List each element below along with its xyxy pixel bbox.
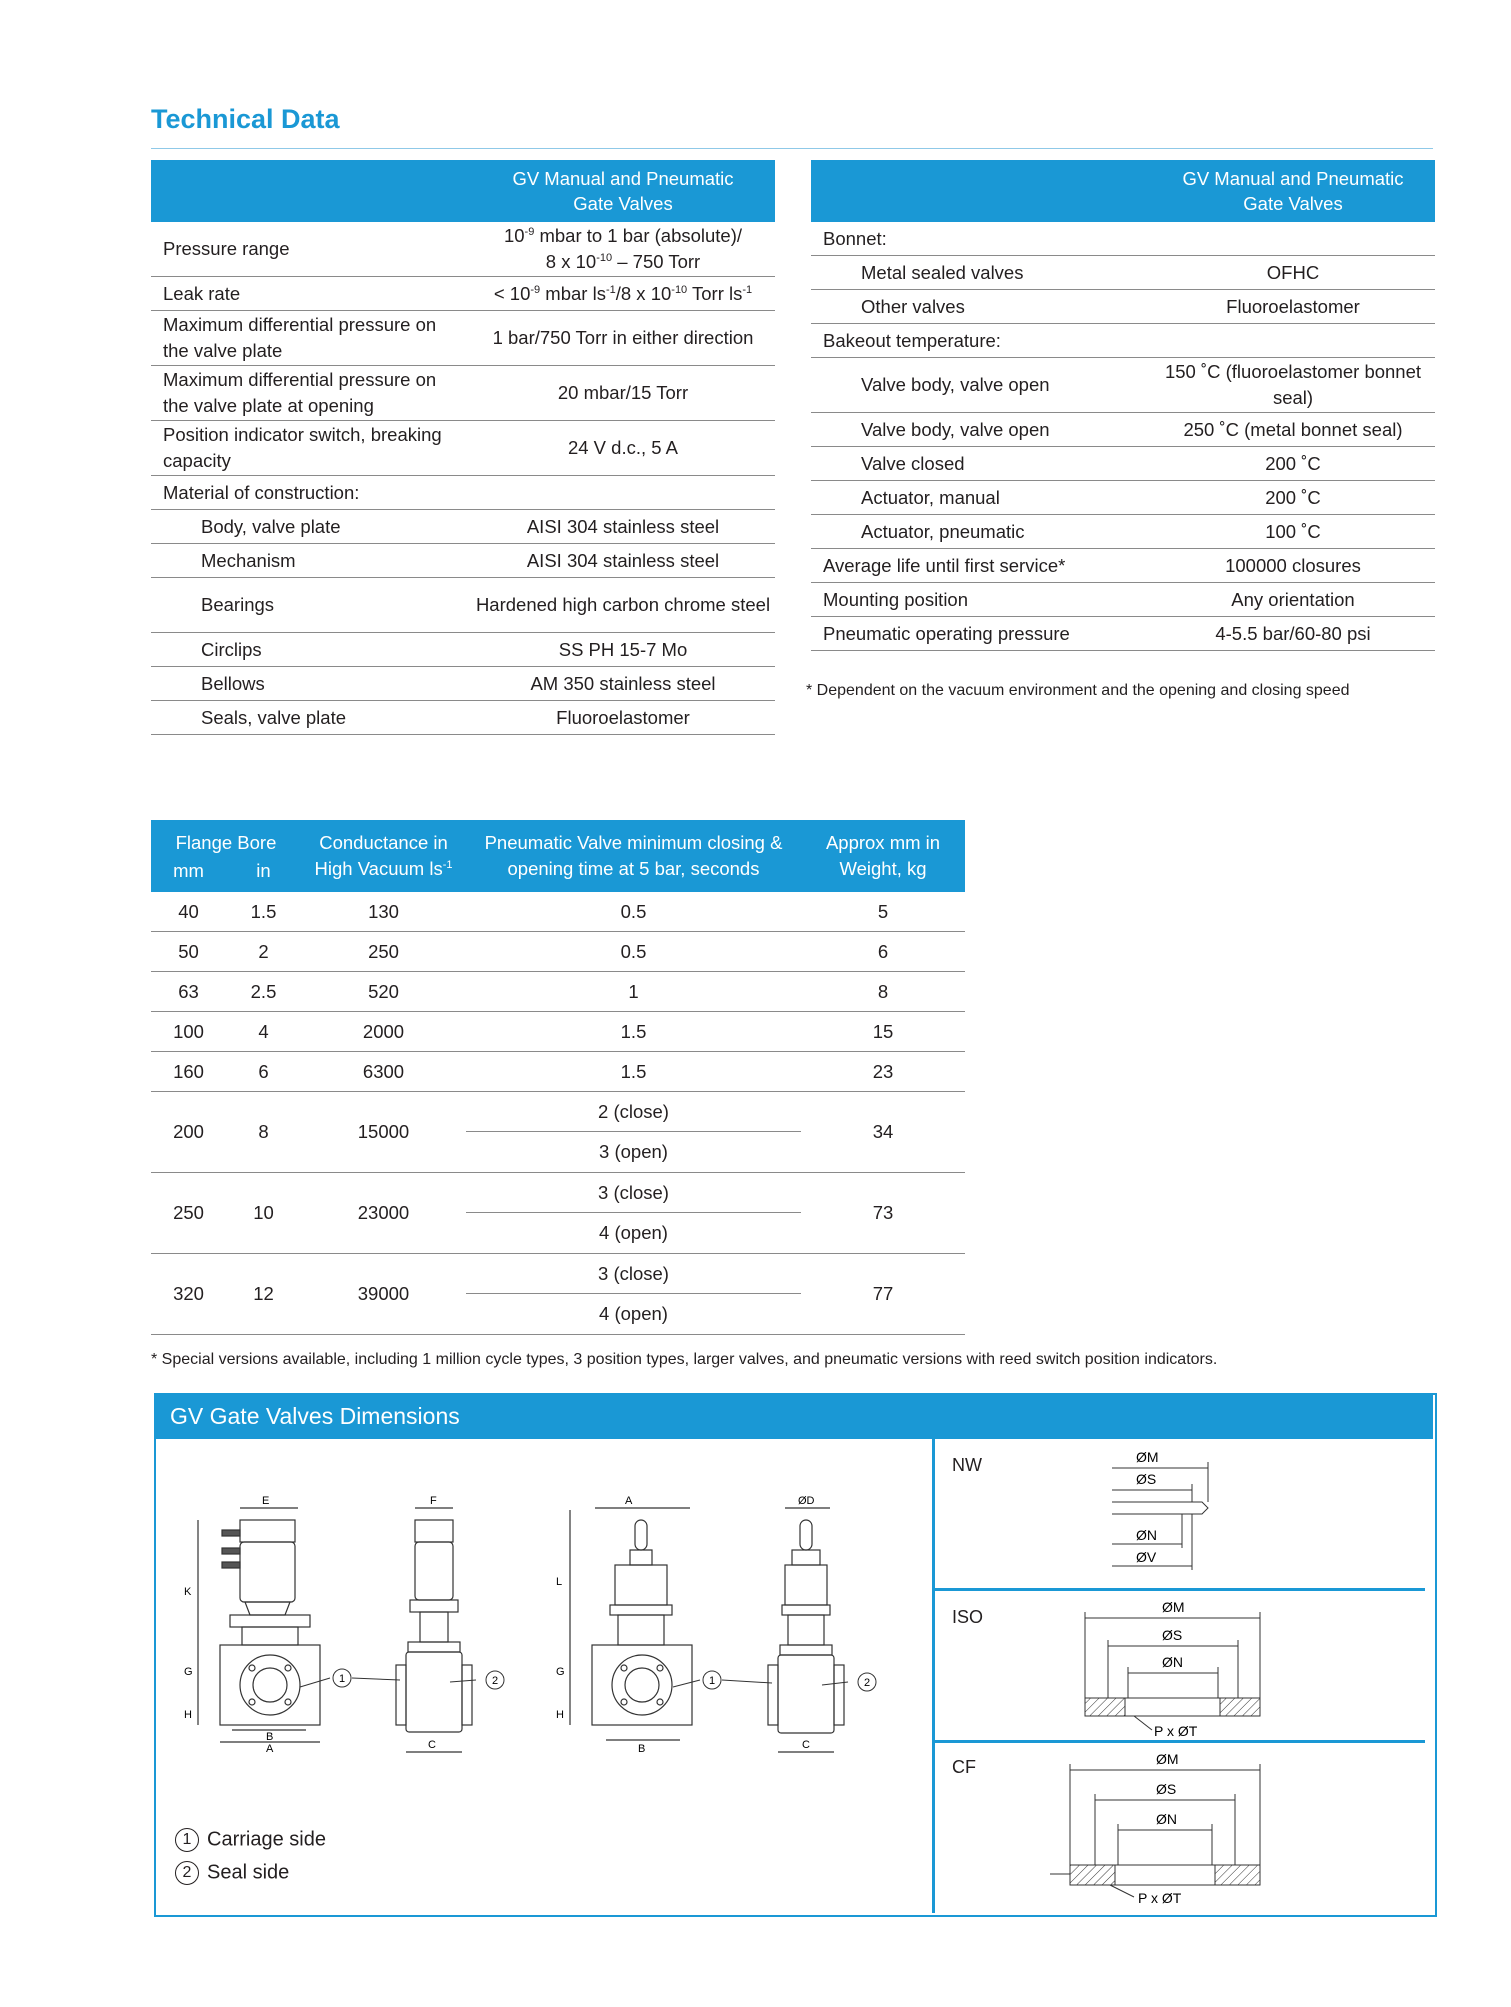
cf-label: CF xyxy=(952,1757,976,1777)
iso-dim-n: ØN xyxy=(1162,1654,1183,1670)
spec-right-row xyxy=(811,413,1435,447)
spec-right-footnote: * Dependent on the vacuum environment and the opening and closing speed xyxy=(806,682,1350,699)
spec-right-row xyxy=(811,324,1435,358)
flange-row xyxy=(151,1254,965,1295)
spec-right-label: Metal sealed valves xyxy=(811,256,1151,290)
flange-mm: 63 xyxy=(151,972,226,1012)
spec-right-value xyxy=(1151,222,1435,256)
flange-conductance: 15000 xyxy=(301,1092,466,1173)
label-k: K xyxy=(184,1586,192,1598)
spec-right-row xyxy=(811,447,1435,481)
spec-left-header-row xyxy=(151,160,775,222)
spec-left-row xyxy=(151,222,775,277)
spec-right-row xyxy=(811,617,1435,651)
label-b: B xyxy=(266,1731,274,1743)
dimensions-divider-nw-iso xyxy=(935,1588,1425,1591)
spec-right-row xyxy=(811,549,1435,583)
label-b-right: B xyxy=(638,1743,646,1755)
flange-in: 8 xyxy=(226,1092,301,1173)
cf-dim-s: ØS xyxy=(1156,1781,1177,1797)
flange-mm: 50 xyxy=(151,932,226,972)
flange-conductance: 130 xyxy=(301,892,466,932)
label-a: A xyxy=(266,1743,274,1755)
spec-right-value: Any orientation xyxy=(1151,583,1435,617)
spec-right-label: Actuator, pneumatic xyxy=(811,515,1151,549)
flange-conductance: 250 xyxy=(301,932,466,972)
flange-row xyxy=(151,1173,965,1214)
flange-time: 0.5 xyxy=(466,892,801,932)
flange-time: 1 xyxy=(466,972,801,1012)
flange-time: 2 (close) xyxy=(466,1092,801,1133)
flange-conductance: 2000 xyxy=(301,1012,466,1052)
spec-right-label: Valve closed xyxy=(811,447,1151,481)
closing-time-header: Pneumatic Valve minimum closing & opening time at 5 bar, seconds xyxy=(466,820,801,892)
flange-weight: 77 xyxy=(801,1254,965,1335)
flange-mm: 250 xyxy=(151,1173,226,1254)
flange-table xyxy=(151,820,965,1335)
spec-left-value: 20 mbar/15 Torr xyxy=(471,366,775,421)
flange-weight: 23 xyxy=(801,1052,965,1092)
spec-left-label: Bearings xyxy=(151,578,471,633)
in-header: in xyxy=(226,857,301,892)
spec-table-right xyxy=(811,160,1435,651)
title-divider xyxy=(151,148,1433,149)
conductance-header-sup: -1 xyxy=(442,858,453,871)
spec-right-label: Mounting position xyxy=(811,583,1151,617)
spec-left-value: 24 V d.c., 5 A xyxy=(471,421,775,476)
flange-time: 3 (close) xyxy=(466,1173,801,1214)
spec-left-row xyxy=(151,544,775,578)
spec-right-row xyxy=(811,583,1435,617)
spec-right-value: 200 ˚C xyxy=(1151,447,1435,481)
label-f: F xyxy=(430,1495,437,1507)
label-g-right: G xyxy=(556,1666,565,1678)
flange-time: 0.5 xyxy=(466,932,801,972)
iso-dim-s: ØS xyxy=(1162,1627,1183,1643)
spec-left-label: Bellows xyxy=(151,667,471,701)
spec-left-label: Maximum differential pressure on the valve plate xyxy=(151,311,471,366)
spec-right-header: GV Manual and Pneumatic Gate Valves xyxy=(1151,160,1435,222)
spec-right-label: Bonnet: xyxy=(811,222,1151,256)
spec-left-row xyxy=(151,701,775,735)
flange-mm: 100 xyxy=(151,1012,226,1052)
label-e: E xyxy=(262,1495,270,1507)
spec-left-value: < $10^{-9}$ mbar $ls^{-1}/8$ x $10^{-10}$ Torr $ls^{-1}$ xyxy=(471,277,775,311)
label-c-right: C xyxy=(802,1739,810,1751)
flange-in: 1.5 xyxy=(226,892,301,932)
flange-row xyxy=(151,932,965,972)
callout-2-right-text: 2 xyxy=(864,1677,871,1689)
nw-label: NW xyxy=(952,1455,982,1475)
spec-right-header-row xyxy=(811,160,1435,222)
label-a-right: A xyxy=(625,1495,633,1507)
iso-label: ISO xyxy=(952,1607,984,1627)
spec-left-row xyxy=(151,578,775,633)
spec-table-left xyxy=(151,160,775,735)
spec-left-value: AISI 304 stainless steel xyxy=(471,510,775,544)
spec-right-row xyxy=(811,515,1435,549)
flange-header-row-1 xyxy=(151,820,965,857)
flange-in: 2 xyxy=(226,932,301,972)
flange-row xyxy=(151,892,965,932)
iso-dim-pt: P x ØT xyxy=(1154,1723,1198,1738)
spec-right-value: OFHC xyxy=(1151,256,1435,290)
mm-header: mm xyxy=(151,857,226,892)
flange-bore-header: Flange Bore xyxy=(151,820,301,857)
label-h: H xyxy=(184,1709,192,1721)
flange-mm: 40 xyxy=(151,892,226,932)
spec-left-row xyxy=(151,667,775,701)
spec-left-value: Hardened high carbon chrome steel xyxy=(471,578,775,633)
flange-mm: 320 xyxy=(151,1254,226,1335)
cf-dim-m: ØM xyxy=(1156,1751,1179,1767)
page-title: Technical Data xyxy=(151,104,340,134)
legend-number-1: 1 xyxy=(175,1828,199,1852)
legend-number-2: 2 xyxy=(175,1861,199,1885)
spec-left-label: Material of construction: xyxy=(151,476,471,510)
flange-weight: 8 xyxy=(801,972,965,1012)
flange-weight: 34 xyxy=(801,1092,965,1173)
spec-left-row xyxy=(151,277,775,311)
label-l: L xyxy=(556,1576,563,1588)
callout-2-left-text: 2 xyxy=(492,1675,499,1687)
pneumatic-valve-side-view xyxy=(768,1508,844,1752)
spec-right-row xyxy=(811,222,1435,256)
spec-left-value: AM 350 stainless steel xyxy=(471,667,775,701)
flange-weight: 5 xyxy=(801,892,965,932)
spec-left-row xyxy=(151,510,775,544)
nw-dim-s: ØS xyxy=(1136,1471,1157,1487)
spec-left-label: Body, valve plate xyxy=(151,510,471,544)
legend-item-carriage xyxy=(175,1828,326,1852)
nw-dim-m: ØM xyxy=(1136,1449,1159,1465)
spec-right-label: Other valves xyxy=(811,290,1151,324)
spec-left-value: SS PH 15-7 Mo xyxy=(471,633,775,667)
dimensions-title: GV Gate Valves Dimensions xyxy=(154,1393,1433,1439)
spec-left-label: Pressure range xyxy=(151,222,471,277)
flange-row xyxy=(151,1092,965,1133)
label-h-right: H xyxy=(556,1709,564,1721)
spec-left-value xyxy=(471,476,775,510)
spec-right-label: Average life until first service* xyxy=(811,549,1151,583)
legend-item-seal xyxy=(175,1861,289,1885)
manual-valve-front-view xyxy=(198,1508,320,1742)
flange-weight: 15 xyxy=(801,1012,965,1052)
spec-right-value: 4-5.5 bar/60-80 psi xyxy=(1151,617,1435,651)
callouts-left xyxy=(300,1678,476,1687)
iso-flange-drawing xyxy=(1080,1598,1270,1738)
iso-dim-m: ØM xyxy=(1162,1599,1185,1615)
spec-left-value: Fluoroelastomer xyxy=(471,701,775,735)
flange-weight: 6 xyxy=(801,932,965,972)
spec-left-value: AISI 304 stainless steel xyxy=(471,544,775,578)
spec-right-row xyxy=(811,256,1435,290)
conductance-header-text: Conductance in High Vacuum ls xyxy=(314,832,448,879)
flange-mm: 200 xyxy=(151,1092,226,1173)
cf-dim-n: ØN xyxy=(1156,1811,1177,1827)
spec-right-value: Fluoroelastomer xyxy=(1151,290,1435,324)
spec-right-label: Actuator, manual xyxy=(811,481,1151,515)
flange-in: 10 xyxy=(226,1173,301,1254)
spec-left-label: Circlips xyxy=(151,633,471,667)
spec-left-label: Seals, valve plate xyxy=(151,701,471,735)
flange-row xyxy=(151,972,965,1012)
conductance-header xyxy=(301,820,466,892)
spec-right-label: Bakeout temperature: xyxy=(811,324,1151,358)
valve-drawings xyxy=(170,1490,910,1780)
spec-right-value xyxy=(1151,324,1435,358)
flange-time: 3 (open) xyxy=(466,1132,801,1173)
spec-left-value: $10^{-9}$ mbar to 1 bar (absolute)/ 8 x $10^{-10} - 750$ Torr xyxy=(471,222,775,277)
dimensions-divider-iso-cf xyxy=(935,1740,1425,1743)
spec-right-value: 250 ˚C (metal bonnet seal) xyxy=(1151,413,1435,447)
spec-left-label: Maximum differential pressure on the valve plate at opening xyxy=(151,366,471,421)
dimensions-divider-vertical xyxy=(932,1439,935,1913)
spec-left-label: Mechanism xyxy=(151,544,471,578)
cf-dim-pt: P x ØT xyxy=(1138,1890,1182,1905)
label-d: ØD xyxy=(798,1495,815,1507)
flange-row xyxy=(151,1012,965,1052)
spec-left-row xyxy=(151,421,775,476)
flange-conductance: 23000 xyxy=(301,1173,466,1254)
cf-flange-drawing xyxy=(1050,1750,1280,1905)
spec-right-value: 150 ˚C (fluoroelastomer bonnet seal) xyxy=(1151,358,1435,413)
spec-right-row xyxy=(811,290,1435,324)
spec-right-row xyxy=(811,358,1435,413)
flange-in: 12 xyxy=(226,1254,301,1335)
flange-time: 1.5 xyxy=(466,1052,801,1092)
flange-conductance: 520 xyxy=(301,972,466,1012)
spec-right-label: Valve body, valve open xyxy=(811,413,1151,447)
spec-right-label: Pneumatic operating pressure xyxy=(811,617,1151,651)
spec-left-row xyxy=(151,476,775,510)
flange-conductance: 39000 xyxy=(301,1254,466,1335)
spec-right-value: 100000 closures xyxy=(1151,549,1435,583)
callout-1-left-text: 1 xyxy=(339,1673,346,1685)
spec-right-value: 100 ˚C xyxy=(1151,515,1435,549)
callout-1-right-text: 1 xyxy=(709,1675,716,1687)
flange-time: 4 (open) xyxy=(466,1294,801,1335)
label-g: G xyxy=(184,1666,193,1678)
flange-row xyxy=(151,1052,965,1092)
nw-dim-v: ØV xyxy=(1136,1549,1157,1565)
spec-left-header-blank xyxy=(151,160,471,222)
weight-header: Approx mm in Weight, kg xyxy=(801,820,965,892)
flange-time: 4 (open) xyxy=(466,1213,801,1254)
flange-in: 2.5 xyxy=(226,972,301,1012)
manual-valve-side-view xyxy=(396,1508,472,1752)
flange-time: 1.5 xyxy=(466,1012,801,1052)
spec-right-label: Valve body, valve open xyxy=(811,358,1151,413)
legend-label-seal: Seal side xyxy=(207,1861,290,1884)
spec-right-row xyxy=(811,481,1435,515)
label-c: C xyxy=(428,1739,436,1751)
callouts-right xyxy=(673,1680,848,1687)
pneumatic-valve-front-view xyxy=(570,1508,692,1740)
nw-dim-n: ØN xyxy=(1136,1527,1157,1543)
spec-left-row xyxy=(151,366,775,421)
spec-right-value: 200 ˚C xyxy=(1151,481,1435,515)
nw-flange-drawing xyxy=(1110,1448,1220,1578)
flange-in: 6 xyxy=(226,1052,301,1092)
spec-left-label: Position indicator switch, breaking capacity xyxy=(151,421,471,476)
flange-time: 3 (close) xyxy=(466,1254,801,1295)
spec-left-row xyxy=(151,311,775,366)
spec-left-header: GV Manual and Pneumatic Gate Valves xyxy=(471,160,775,222)
legend-label-carriage: Carriage side xyxy=(207,1828,326,1851)
flange-weight: 73 xyxy=(801,1173,965,1254)
spec-right-header-blank xyxy=(811,160,1151,222)
flange-mm: 160 xyxy=(151,1052,226,1092)
spec-left-value: 1 bar/750 Torr in either direction xyxy=(471,311,775,366)
spec-left-row xyxy=(151,633,775,667)
flange-footnote: * Special versions available, including 1 million cycle types, 3 position types, larger valves, and pneumatic versions with reed switch position indicators. xyxy=(151,1351,1218,1368)
flange-in: 4 xyxy=(226,1012,301,1052)
spec-left-label: Leak rate xyxy=(151,277,471,311)
flange-conductance: 6300 xyxy=(301,1052,466,1092)
